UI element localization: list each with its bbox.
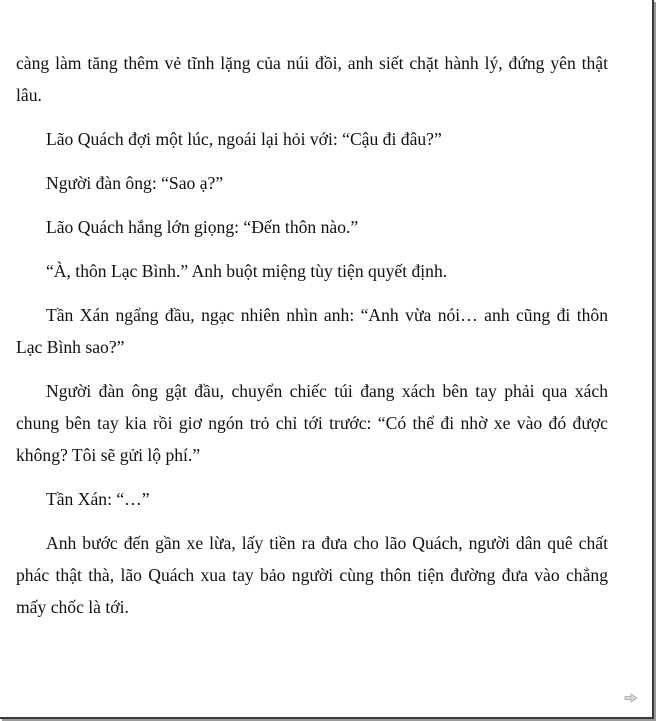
paragraph: Anh bước đến gần xe lừa, lấy tiền ra đưa cho lão Quách, người dân quê chất phác thật thà, lão Quách xua tay bảo người cùng thôn tiện đường đưa vào chẳng mấy chốc là tới. <box>16 533 608 617</box>
document-body <box>16 47 608 623</box>
paragraph-gap <box>16 243 608 255</box>
paragraph-gap <box>16 363 608 375</box>
paragraph: “À, thôn Lạc Bình.” Anh buột miệng tùy tiện quyết định. <box>46 261 448 281</box>
paragraph: Lão Quách đợi một lúc, ngoái lại hỏi với: “Cậu đi đâu?” <box>46 129 442 149</box>
paragraph: Người đàn ông: “Sao ạ?” <box>46 173 224 193</box>
paragraph-gap <box>16 287 608 299</box>
paragraph-gap <box>16 111 608 123</box>
paragraph-gap <box>16 155 608 167</box>
paragraph: Tần Xán ngẩng đầu, ngạc nhiên nhìn anh: “Anh vừa nói… anh cũng đi thôn Lạc Bình sao?” <box>16 305 608 357</box>
paragraph: Tần Xán: “…” <box>46 489 150 509</box>
next-page-arrow-icon[interactable] <box>624 693 638 703</box>
paragraph-gap <box>16 199 608 211</box>
paragraph-gap <box>16 471 608 483</box>
paragraph: Người đàn ông gật đầu, chuyển chiếc túi đang xách bên tay phải qua xách chung bên tay kia rồi giơ ngón trỏ chỉ tới trước: “Có thể đi nhờ xe vào đó được không? Tôi sẽ gửi lộ phí.” <box>16 381 608 465</box>
paragraph-gap <box>16 515 608 527</box>
paragraph: càng làm tăng thêm vẻ tĩnh lặng của núi đồi, anh siết chặt hành lý, đứng yên thật lâu. <box>16 53 608 105</box>
paragraph: Lão Quách hắng lớn giọng: “Đến thôn nào.” <box>46 217 359 237</box>
